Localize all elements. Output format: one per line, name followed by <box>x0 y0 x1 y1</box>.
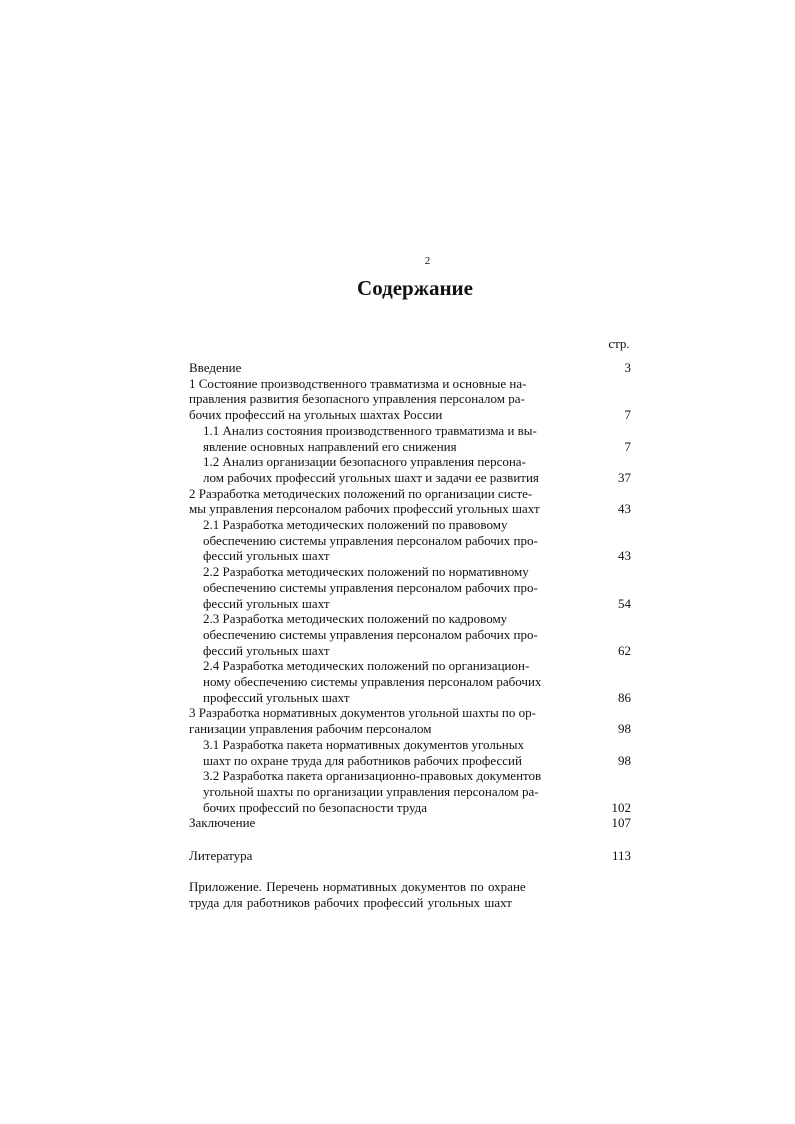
toc-entry-section-1-2 <box>189 454 635 485</box>
toc-entry-page: 54 <box>618 595 631 611</box>
toc-entry-text: 2.2 Разработка методических положений по нормативному обеспечению системы управления персоналом рабочих про- фессий угольных шахт <box>203 564 538 611</box>
toc-entry-literature <box>189 848 635 864</box>
toc-entry-text: 3.2 Разработка пакета организационно-правовых документов угольной шахты по организации управления персоналом ра- бочих профессий по безопасности труда <box>203 768 542 815</box>
toc-entry-section-3-1 <box>189 737 635 768</box>
toc-entry-section-2-1 <box>189 517 635 564</box>
toc-entry-chapter-2 <box>189 486 635 517</box>
toc-entry-text: 1.1 Анализ состояния производственного травматизма и вы- явление основных направлений его снижения <box>203 422 537 454</box>
toc-entry-page: 62 <box>618 642 631 658</box>
toc-entry-section-1-1 <box>189 423 635 454</box>
toc-entry-appendix: Приложение. Перечень нормативных документов по охране труда для работников рабочих профессий угольных шахт <box>189 878 526 910</box>
toc-entry-page: 102 <box>611 799 631 815</box>
toc-entry-section-3-2 <box>189 768 635 815</box>
toc-entry-page: 7 <box>624 407 631 423</box>
toc-entry-chapter-3 <box>189 705 635 736</box>
toc-entry-section-2-4 <box>189 658 635 705</box>
toc-entry-section-2-2 <box>189 564 635 611</box>
toc-entry-page: 7 <box>624 438 631 454</box>
toc-entry-text: 2.1 Разработка методических положений по правовому обеспечению системы управления персоналом рабочих про- фессий угольных шахт <box>203 517 538 564</box>
toc-entry-page: 98 <box>618 721 631 737</box>
pages-column-header: стр. <box>608 336 630 351</box>
toc-entry-chapter-1 <box>189 376 635 423</box>
toc-entry-page: 107 <box>611 815 631 831</box>
toc-entry-text: 2.4 Разработка методических положений по организацион- ному обеспечению системы управления персоналом рабочих профессий угольных шахт <box>203 658 542 705</box>
table-of-contents <box>189 360 635 910</box>
toc-entry-section-2-3 <box>189 611 635 658</box>
toc-entry-text: Заключение <box>189 815 256 831</box>
spacer <box>189 831 635 848</box>
toc-entry-page: 113 <box>611 848 631 864</box>
toc-entry-page: 98 <box>618 752 631 768</box>
toc-entry-text: 3.1 Разработка пакета нормативных документов угольных шахт по охране труда для работников рабочих профессий <box>203 736 524 768</box>
toc-entry-text: 2.3 Разработка методических положений по кадровому обеспечению системы управления персоналом рабочих про- фессий угольных шахт <box>203 611 538 658</box>
toc-entry-text: 3 Разработка нормативных документов угольной шахты по ор- ганизации управления рабочим персоналом <box>189 705 536 737</box>
toc-entry-text: 2 Разработка методических положений по организации систе- мы управления персоналом рабочих профессий угольных шахт <box>189 485 540 517</box>
toc-entry-text: 1.2 Анализ организации безопасного управления персона- лом рабочих профессий угольных шахт и задачи ее развития <box>203 454 539 485</box>
toc-entry-conclusion <box>189 815 635 831</box>
toc-entry-text: Литература <box>189 848 253 864</box>
toc-entry-page: 43 <box>618 501 631 517</box>
page-title: Содержание <box>357 276 473 300</box>
toc-entry-page: 86 <box>618 689 631 705</box>
toc-entry-page: 37 <box>618 469 631 485</box>
toc-entry-text: 1 Состояние производственного травматизма и основные на- правления развития безопасного управления персоналом ра- бочих профессий на угольных шахтах России <box>189 375 527 423</box>
page-number: 2 <box>424 255 431 267</box>
toc-entry-introduction <box>189 360 635 376</box>
toc-entry-page: 43 <box>618 548 631 564</box>
toc-entry-page: 3 <box>624 360 631 375</box>
toc-entry-text: Введение <box>189 360 242 375</box>
